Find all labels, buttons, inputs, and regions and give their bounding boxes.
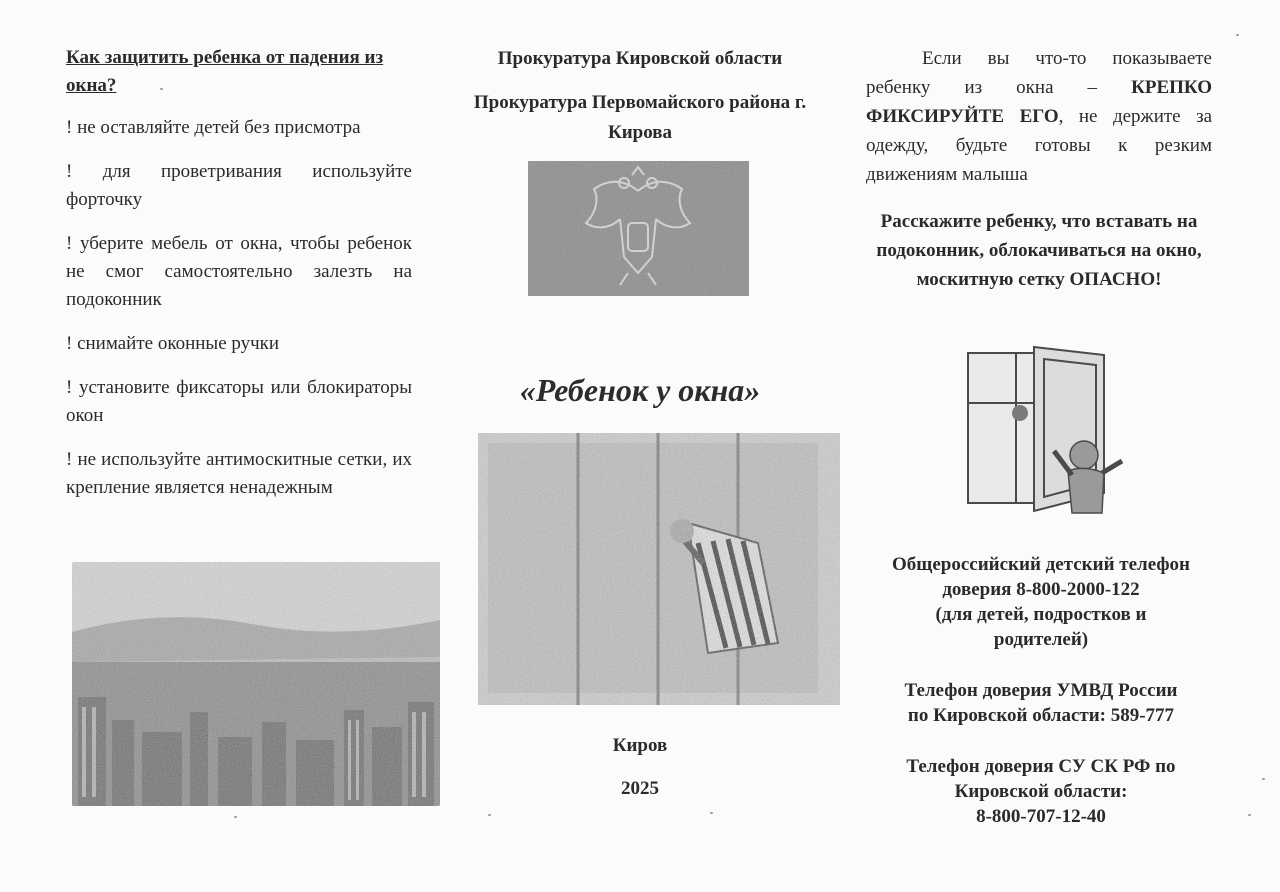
- investigative-helpline-line-1: Телефон доверия СУ СК РФ по: [906, 756, 1176, 777]
- tip-ventilation: ! для проветривания используйте форточку: [66, 161, 412, 210]
- publication-year: 2025: [621, 778, 659, 799]
- child-helpline-line-3: (для детей, подростков и: [935, 604, 1147, 625]
- police-helpline-line-1: Телефон доверия УМВД России: [904, 680, 1178, 701]
- child-helpline-line-4: родителей): [993, 629, 1089, 650]
- city-view-photo: [72, 562, 440, 806]
- safety-tips-heading: Как защитить ребенка от падения из окна?: [66, 47, 384, 96]
- leaflet-title: «Ребенок у окна»: [519, 372, 761, 408]
- danger-warning: Расскажите ребенку, что вставать на подоконник, облокачиваться на окно, москитную сетку ОПАСНО!: [876, 211, 1202, 290]
- tip-handles: ! снимайте оконные ручки: [66, 333, 280, 354]
- prosecutor-office-region: Прокуратура Кировской области: [497, 48, 783, 69]
- open-window-illustration: [964, 343, 1130, 518]
- child-helpline-contact: [858, 552, 1224, 652]
- tip-mosquito-nets: ! не используйте антимоскитные сетки, их крепление является ненадежным: [66, 449, 412, 498]
- investigative-committee-helpline-contact: [858, 754, 1224, 829]
- advice-emphasis: КРЕПКО ФИКСИРУЙТЕ ЕГО: [866, 77, 1212, 127]
- investigative-helpline-line-2: Кировской области:: [954, 781, 1128, 802]
- advice-column: [866, 44, 1212, 294]
- advice-end: , не держите за одежду, будьте готовы к резким движениям малыша: [866, 106, 1213, 185]
- advice-start: Если вы что-то показываете ребенку из окна –: [866, 48, 1212, 98]
- prosecutor-emblem-image: [528, 161, 749, 296]
- safety-tips-column: [66, 44, 412, 518]
- tip-locks: ! установите фиксаторы или блокираторы окон: [66, 377, 412, 426]
- police-helpline-contact: [858, 678, 1224, 728]
- child-at-window-photo: [478, 433, 840, 705]
- police-helpline-line-2: по Кировской области: 589-777: [907, 705, 1175, 726]
- prosecutor-office-district: Прокуратура Первомайского района г. Кирова: [473, 92, 807, 143]
- child-helpline-line-1: Общероссийский детский телефон: [892, 554, 1190, 575]
- investigative-helpline-line-3: 8-800-707-12-40: [976, 806, 1106, 827]
- advice-paragraph: [866, 44, 1212, 189]
- title-column: [462, 44, 818, 148]
- child-helpline-line-2: доверия 8-800-2000-122: [942, 579, 1140, 600]
- tip-furniture: ! уберите мебель от окна, чтобы ребенок не смог самостоятельно залезть на подоконник: [66, 233, 412, 310]
- city-name: Киров: [612, 735, 668, 756]
- tip-supervision: ! не оставляйте детей без присмотра: [66, 117, 361, 138]
